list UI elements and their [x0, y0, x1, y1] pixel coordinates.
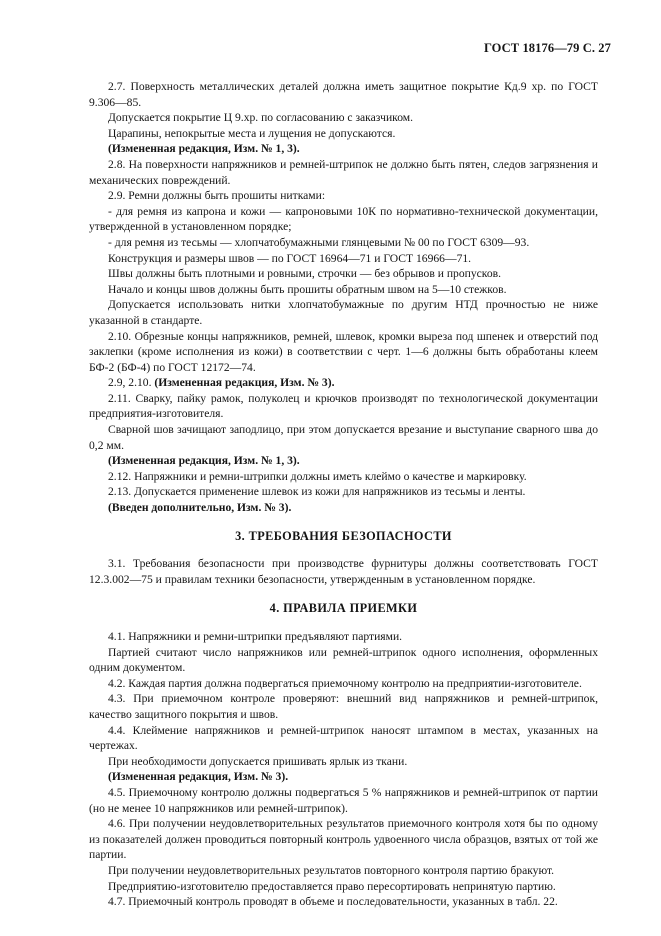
paragraph-2-11: 2.11. Сварку, пайку рамок, полуколец и крючков производят по технологической документации предприятия-изготовителя.: [89, 391, 598, 421]
document-body: [89, 79, 598, 910]
paragraph-2-10: 2.10. Обрезные концы напряжников, ремней, шлевок, кромки выреза под шпенек и отверстий под заклепки (кроме исполнения из кожи) в соответствии с черт. 1—6 должны быть обработаны клеем БФ-2 (БФ-4) по ГОСТ 12172—74.: [89, 329, 598, 374]
introduced-note: (Введен дополнительно, Изм. № 3).: [108, 501, 292, 515]
page-header: ГОСТ 18176—79 С. 27: [483, 41, 611, 55]
amendment-note: (Измененная редакция, Изм. № 1, 3).: [108, 142, 300, 156]
paragraph-2-9: 2.9. Ремни должны быть прошиты нитками:: [108, 189, 326, 203]
paragraph-batch-definition: Партией считают число напряжников или ремней-штрипок одного исполнения, оформленных одним документом.: [89, 645, 598, 675]
paragraph-4-1: 4.1. Напряжники и ремни-штрипки предъявляют партиями.: [108, 630, 403, 643]
paragraph-seam-quality: Швы должны быть плотными и ровными, строчки — без обрывов и пропусков.: [108, 267, 501, 281]
paragraph-4-2: 4.2. Каждая партия должна подвергаться приемочному контролю на предприятии-изготовителе.: [108, 676, 582, 690]
paragraph-2-13: 2.13. Допускается применение шлевок из кожи для напряжников из тесьмы и ленты.: [108, 485, 526, 499]
list-item-tape-strap: - для ремня из тесьмы — хлопчатобумажными глянцевыми № 00 по ГОСТ 6309—93.: [108, 235, 530, 249]
amendment-note: (Измененная редакция, Изм. № 1, 3).: [108, 454, 300, 468]
paragraph-2-7: 2.7. Поверхность металлических деталей должна иметь защитное покрытие Кд.9 хр. по ГОСТ 9.306—85.: [89, 80, 598, 109]
paragraph-coating-allowed: Допускается покрытие Ц 9.хр. по согласованию с заказчиком.: [108, 111, 414, 125]
paragraph-4-4: 4.4. Клеймение напряжников и ремней-штрипок наносят штампом в местах, указанных на чертежах.: [89, 723, 598, 753]
paragraph-4-6: 4.6. При получении неудовлетворительных результатов приемочного контроля хотя бы по одному из показателей должен проводиться повторный контроль удвоенного числа образцов, взятых от той же партии.: [89, 817, 598, 862]
paragraph-weld-seam: Сварной шов зачищают заподлицо, при этом допускается врезание и выступание сварного шва до 0,2 мм.: [89, 423, 598, 452]
paragraph-2-8: 2.8. На поверхности напряжников и ремней-штрипок не должно быть пятен, следов загрязнения и механических повреждений.: [89, 157, 598, 187]
amendment-note: (Измененная редакция, Изм. № 3).: [108, 770, 289, 784]
paragraph-cotton-threads: Допускается использовать нитки хлопчатобумажные по другим НТД прочностью не ниже указанной в стандарте.: [89, 298, 598, 327]
paragraph-4-7: 4.7. Приемочный контроль проводят в объеме и последовательности, указанных в табл. 22.: [108, 895, 558, 909]
amendment-bold: (Измененная редакция, Изм. № 3).: [154, 376, 335, 390]
paragraph-2-12: 2.12. Напряжники и ремни-штрипки должны иметь клеймо о качестве и маркировку.: [108, 469, 527, 483]
section-3-title: 3. ТРЕБОВАНИЯ БЕЗОПАСНОСТИ: [235, 528, 452, 543]
paragraph-resort-right: Предприятию-изготовителю предоставляется право пересортировать непринятую партию.: [108, 879, 556, 893]
paragraph-4-5: 4.5. Приемочному контролю должны подвергаться 5 % напряжников и ремней-штрипок от партии (но не менее 10 напряжников или ремней-штрипок).: [89, 785, 598, 815]
paragraph-4-3: 4.3. При приемочном контроле проверяют: внешний вид напряжников и ремней-штрипок, качество защитного покрытия и швов.: [89, 692, 598, 721]
paragraph-label-allowed: При необходимости допускается пришивать ярлык из ткани.: [108, 754, 408, 768]
paragraph-seam-design: Конструкция и размеры швов — по ГОСТ 16964—71 и ГОСТ 16966—71.: [108, 251, 472, 265]
amendment-prefix: 2.9, 2.10.: [108, 376, 155, 390]
list-item-nylon-strap: - для ремня из капрона и кожи — капроновыми 10К по нормативно-технической документации, утвержденной в установленном порядке;: [89, 204, 598, 234]
amendment-note-2-9-2-10: [89, 375, 598, 391]
paragraph-3-1: 3.1. Требования безопасности при производстве фурнитуры должны соответствовать ГОСТ 12.3.002—75 и правилам техники безопасности, утвержденным в установленном порядке.: [89, 557, 598, 586]
section-4-title: 4. ПРАВИЛА ПРИЕМКИ: [269, 601, 418, 616]
paragraph-batch-rejected: При получении неудовлетворительных результатов повторного контроля партию бракуют.: [108, 863, 555, 877]
paragraph-scratches: Царапины, непокрытые места и лущения не допускаются.: [108, 126, 396, 140]
paragraph-seam-ends: Начало и концы швов должны быть прошиты обратным швом на 5—10 стежков.: [108, 282, 507, 296]
